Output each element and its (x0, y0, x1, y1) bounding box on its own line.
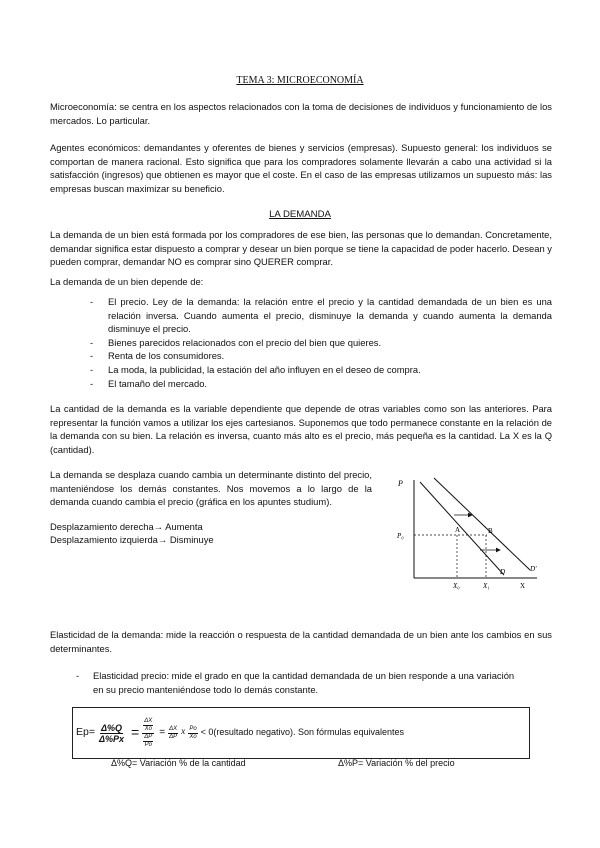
curve-d-prime-label: D' (530, 565, 537, 573)
formula-main-fraction (98, 723, 125, 744)
shift-paragraph: La demanda se desplaza cuando cambia un determinante distinto del precio, manteniéndose los demás constantes. Nos movemos a lo largo de la demanda cuando cambia el precio (gráfica en los apuntes studium). (50, 469, 372, 508)
page-title: TEMA 3: MICROECONOMÍA (236, 75, 364, 86)
x-axis-label: X (520, 582, 526, 590)
demanda-definition: La demanda de un bien está formada por los compradores de ese bien, las personas que lo demandan. Concretamente, demandar significa estar dispuesto a comprar y desear un bien porque se tiene la capacidad de poder hacerlo. Desean y pueden comprar, demandar NO es comprar sino QUERER comprar. (50, 229, 552, 268)
point-b-label: B (488, 527, 493, 535)
legend-p: Δ%P= Variación % del precio (338, 758, 455, 768)
list-item: - Bienes parecidos relacionados con el precio del bien que quieres. (90, 336, 552, 350)
formula-tail: < 0(resultado negativo). Son fórmulas equivalentes (200, 727, 405, 738)
microeconomia-paragraph: Microeconomía: se centra en los aspectos relacionados con la toma de decisiones de individuos y funcionamiento de los mercados. Lo particular. (50, 101, 552, 126)
x0-text: Xo (144, 725, 152, 732)
quantity-paragraph: La cantidad de la demanda es la variable dependiente que depende de otras variables como son las anteriores. Para representar la función vamos a utilizar los ejes cartesianos. Suponemos que todo permanece constante en la relación de la demanda con su bien. La relación es inversa, cuanto más alto es el precio, más pequeña es la cantidad. La X es la Q (cantidad). (50, 403, 552, 455)
demand-curve-d-prime (434, 478, 530, 570)
p0-text-2: Po (189, 725, 197, 732)
curve-d-label: D (500, 568, 506, 576)
depends-intro: La demanda de un bien depende de: (50, 276, 204, 287)
shift-right-line: Desplazamiento derecha→ Aumenta (50, 521, 203, 532)
equals-sign: = (131, 724, 140, 741)
list-item: - Renta de los consumidores. (90, 349, 552, 363)
list-item: - El precio. Ley de la demanda: la relación entre el precio y la cantidad demandada de un bien es una relación inversa. Cuando aumenta el precio, disminuye la demanda y cuando aumenta la demanda disminuye el precio. (90, 295, 552, 336)
list-item: - La moda, la publicidad, la estación del año influyen en el deseo de compra. (90, 363, 552, 377)
nested-fraction (142, 718, 154, 749)
formula-box (72, 707, 530, 759)
elasticity-formula (76, 714, 404, 752)
dp-text-2: ΔP (169, 733, 178, 740)
fraction-dx-dp (168, 726, 178, 741)
determinants-list (90, 295, 552, 390)
dx-text-2: ΔX (169, 725, 178, 732)
p0-text: Po (144, 741, 152, 748)
elasticidad-precio: Elasticidad precio: mide el grado en que la cantidad demandada de un bien responde a una variación en su precio manteniéndose todo lo demás constante. (93, 670, 515, 695)
price-level-label: P₀ (397, 532, 404, 540)
dx-text: ΔX (144, 717, 153, 724)
list-item: - El tamaño del mercado. (90, 377, 552, 391)
nested-top (142, 718, 154, 734)
demanda-heading: LA DEMANDA (269, 209, 331, 220)
equals-sign-2: = (159, 727, 166, 739)
elasticidad-definition: Elasticidad de la demanda: mide la reacción o respuesta de la cantidad demandada de un bien ante los cambios en sus determinantes. (50, 629, 552, 654)
formula-numerator: Δ%Q (100, 722, 123, 733)
x1-label: X₁ (483, 582, 490, 590)
x0-label: X₀ (453, 582, 460, 590)
times-symbol: x (181, 727, 186, 738)
agentes-paragraph: Agentes económicos: demandantes y oferentes de bienes y servicios (empresas). Supuesto general: los individuos se comportan de manera racional. Esto significa que para los compradores solamente llevarán a cabo una actividad si la satisfacción (ingresos) que obtienen es mayor que el coste. En el caso de las empresas utilizamos un supuesto más: las empresas buscan maximizar su beneficio. (50, 142, 552, 194)
point-a-label: A (455, 526, 461, 534)
shift-left-line: Desplazamiento izquierda→ Disminuye (50, 534, 214, 545)
formula-denominator: Δ%Px (98, 733, 125, 744)
bullet-dash: - (76, 670, 80, 681)
fraction-p0-x0 (188, 726, 197, 741)
dp-text: ΔP (144, 733, 153, 740)
formula-ep: Ep= (76, 726, 95, 739)
nested-bottom (142, 734, 154, 749)
x0-text-2: Xo (189, 733, 197, 740)
legend-q: Δ%Q= Variación % de la cantidad (111, 758, 246, 768)
y-axis-label: P (398, 479, 403, 488)
demand-shift-graph (392, 470, 542, 590)
